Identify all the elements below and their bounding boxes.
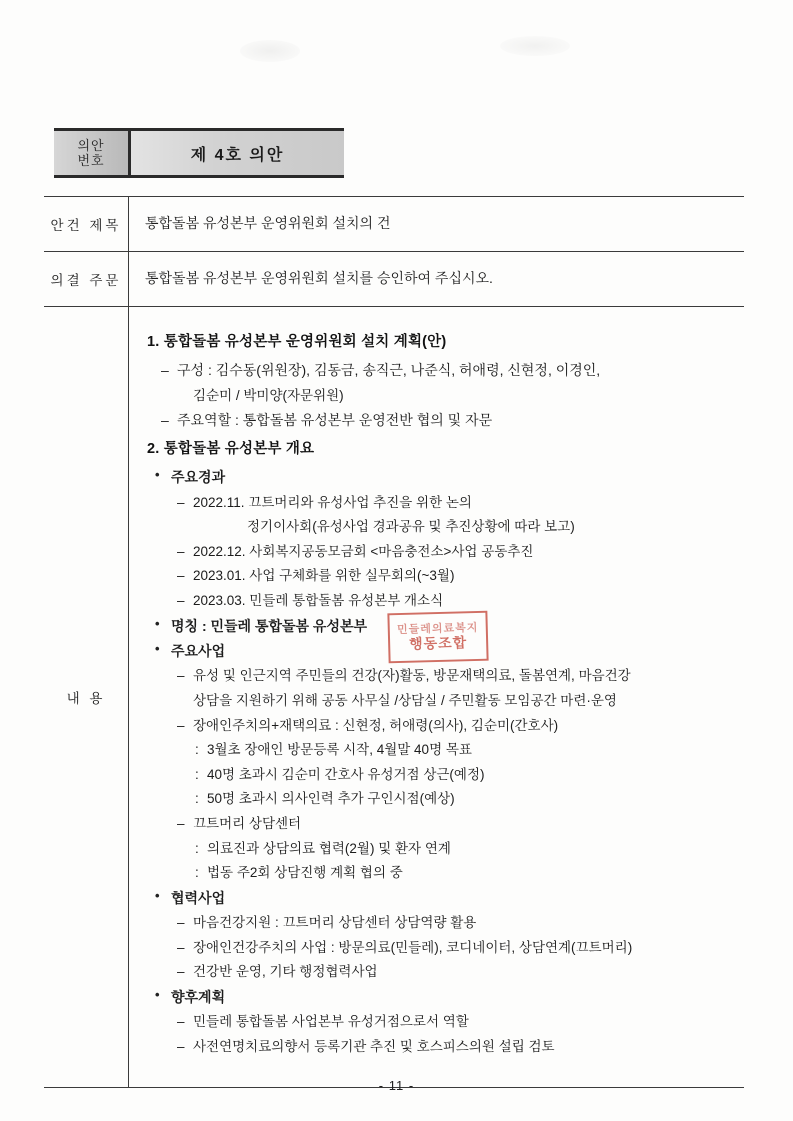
resolution-row (44, 252, 744, 307)
section-2 (147, 438, 734, 1058)
main-project-item-3: – 끄트머리 상담센터 (177, 813, 734, 835)
section-2-bullet-progress: • 주요경과 (155, 466, 734, 488)
main-project-item-1: – 유성 및 인근지역 주민들의 건강(자)활동, 방문재택의료, 돌봄연계, 마음건강 (177, 665, 734, 687)
stamp-line-1: 민들레의료복지 (396, 621, 479, 636)
future-plan-item-2: – 사전연명치료의향서 등록기관 추진 및 호스피스의원 설립 검토 (177, 1036, 734, 1058)
content-row (44, 307, 744, 1088)
scan-artifact-icon (240, 40, 300, 62)
bill-number-header (54, 128, 344, 178)
section-2-title: 2. 통합돌봄 유성본부 개요 (147, 440, 315, 457)
bill-number-label-line2: 번호 (77, 153, 105, 168)
progress-item-1: – 2022.11. 끄트머리와 유성사업 추진을 위한 논의 (177, 492, 734, 514)
main-project-item-2: – 장애인주치의+재택의료 : 신현정, 허애령(의사), 김순미(간호사) (177, 715, 734, 737)
section-1 (147, 331, 734, 432)
progress-item-4: – 2023.03. 민들레 통합돌봄 유성본부 개소식 (177, 590, 734, 612)
section-2-bullet-cooperation: • 협력사업 (155, 887, 734, 909)
cooperation-item-2: – 장애인건강주치의 사업 : 방문의료(민들레), 코디네이터, 상담연계(끄트머리) (177, 937, 734, 959)
section-2-bullet-name: • 명칭 : 민들레 통합돌봄 유성본부 (155, 615, 734, 637)
agenda-title-label: 안건 제목 (44, 197, 129, 251)
main-project-item-2-detail-3: : 50명 초과시 의사인력 추가 구인시점(예상) (193, 788, 734, 810)
section-1-title: 1. 통합돌봄 유성본부 운영위원회 설치 계획(안) (147, 334, 447, 350)
main-project-item-1-continuation: 상담을 지원하기 위해 공동 사무실 /상담실 / 주민활동 모임공간 마련·운영 (193, 693, 617, 709)
cooperation-item-1: – 마음건강지원 : 끄트머리 상담센터 상담역량 활용 (177, 912, 734, 934)
bill-number-label (54, 131, 131, 175)
stamp-line-2: 행동조합 (408, 634, 468, 653)
content-label: 내 용 (44, 307, 129, 1087)
progress-item-2: – 2022.12. 사회복지공동모금회 <마음충전소>사업 공동추진 (177, 541, 734, 563)
main-project-item-3-detail-1: : 의료진과 상담의료 협력(2월) 및 환자 연계 (193, 838, 734, 860)
section-1-item-2: – 주요역할 : 통합돌봄 유성본부 운영전반 협의 및 자문 (161, 409, 734, 431)
main-project-item-2-detail-1: : 3월초 장애인 방문등록 시작, 4월말 40명 목표 (193, 739, 734, 761)
main-project-item-2-detail-2: : 40명 초과시 김순미 간호사 유성거점 상근(예정) (193, 764, 734, 786)
section-1-item-1: – 구성 : 김수동(위원장), 김동금, 송직근, 나준식, 허애령, 신현정, 이경인, (161, 359, 734, 381)
agenda-title-row (44, 197, 744, 252)
agenda-title-value: 통합돌봄 유성본부 운영위원회 설치의 건 (145, 215, 391, 231)
resolution-value: 통합돌봄 유성본부 운영위원회 설치를 승인하여 주십시오. (145, 270, 493, 286)
section-2-bullet-future-plan: • 향후계획 (155, 986, 734, 1008)
bill-number-label-line1: 의안 (77, 138, 105, 153)
section-1-item-1-continuation: 김순미 / 박미양(자문위원) (193, 387, 344, 403)
progress-item-1-continuation: 정기이사회(유성사업 경과공유 및 추진상황에 따라 보고) (247, 519, 575, 535)
scan-artifact-icon (500, 36, 570, 56)
resolution-label: 의결 주문 (44, 252, 129, 306)
progress-item-3: – 2023.01. 사업 구체화를 위한 실무회의(~3월) (177, 565, 734, 587)
page-number: - 11 - (378, 1078, 415, 1093)
future-plan-item-1: – 민들레 통합돌봄 사업본부 유성거점으로서 역할 (177, 1011, 734, 1033)
content-body (129, 307, 744, 1087)
agenda-table (44, 196, 744, 1088)
main-project-item-3-detail-2: : 법동 주2회 상담진행 계획 협의 중 (193, 862, 734, 884)
section-2-bullet-main-projects: • 주요사업 (155, 640, 734, 662)
bill-number-value: 제 4호 의안 (131, 131, 344, 175)
cooperation-item-3: – 건강반 운영, 기타 행정협력사업 (177, 961, 734, 983)
